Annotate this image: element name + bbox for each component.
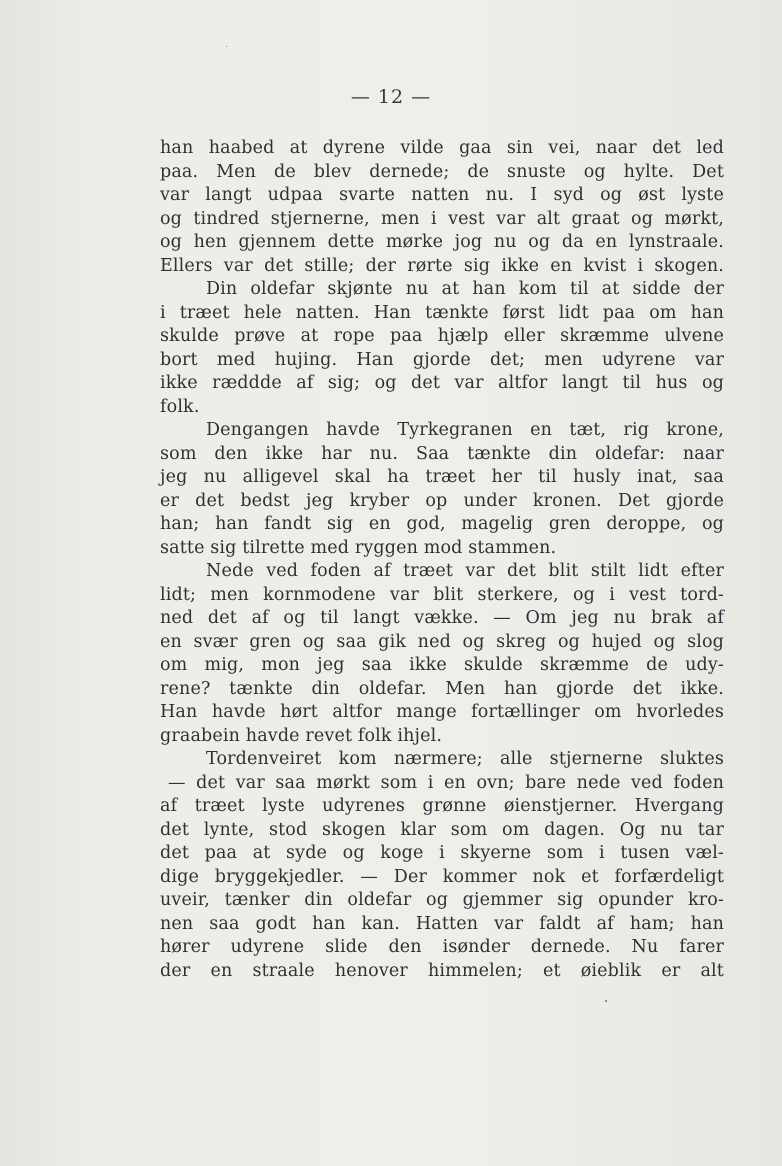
text-line: som den ikke har nu. Saa tænkte din oldefar: naar: [160, 443, 724, 464]
body-text: [160, 137, 724, 983]
text-line: og tindred stjernerne, men i vest var alt graat og mørkt,: [160, 208, 724, 229]
text-line: hører udyrene slide den isønder dernede. Nu farer: [160, 937, 724, 957]
text-line: satte sig tilrette med ryggen mod stammen.: [160, 537, 557, 558]
text-line: nen saa godt han kan. Hatten var faldt af ham; han: [160, 913, 724, 934]
text-line: lidt; men kornmodene var blit sterkere, og i vest tord-: [160, 584, 724, 605]
text-line: er det bedst jeg kryber op under kronen. Det gjorde: [160, 490, 724, 511]
text-line: han; han fandt sig en god, magelig gren deroppe, og: [160, 514, 724, 534]
text-line: og hen gjennem dette mørke jog nu og da en lynstraale.: [160, 232, 724, 252]
text-line: Din oldefar skjønte nu at han kom til at sidde der: [206, 279, 724, 299]
text-line: Han havde hørt altfor mange fortællinger om hvorledes: [160, 702, 724, 722]
paper-speck: [226, 46, 227, 47]
text-line: Dengangen havde Tyrkegranen en tæt, rig krone,: [206, 420, 724, 440]
text-line: rene? tænkte din oldefar. Men han gjorde det ikke.: [160, 678, 724, 699]
text-line: folk.: [160, 396, 200, 417]
paper-speck: [605, 1000, 607, 1002]
text-line: ikke ræddde af sig; og det var altfor langt til hus og: [160, 373, 724, 393]
text-line: bort med hujing. Han gjorde det; men udyrene var: [160, 349, 724, 370]
text-line: af træet lyste udyrenes grønne øienstjerner. Hvergang: [160, 796, 724, 816]
text-line: Tordenveiret kom nærmere; alle stjernerne sluktes: [206, 749, 724, 769]
text-line: det paa at syde og koge i skyerne som i tusen væl-: [160, 843, 724, 863]
text-line: ned det af og til langt vække. — Om jeg nu brak af: [160, 608, 724, 628]
text-line: — det var saa mørkt som i en ovn; bare nede ved foden: [168, 772, 724, 793]
text-line: i træet hele natten. Han tænkte først lidt paa om han: [160, 302, 724, 323]
text-line: han haabed at dyrene vilde gaa sin vei, naar det led: [160, 138, 724, 158]
text-line: uveir, tænker din oldefar og gjemmer sig opunder kro-: [160, 890, 724, 910]
text-line: en svær gren og saa gik ned og skreg og hujed og slog: [160, 631, 724, 652]
text-line: det lynte, stod skogen klar som om dagen. Og nu tar: [160, 819, 724, 840]
text-line: dige bryggekjedler. — Der kommer nok et forfærdeligt: [160, 866, 724, 887]
text-line: der en straale henover himmelen; et øieblik er alt: [160, 960, 724, 981]
text-line: skulde prøve at rope paa hjælp eller skræmme ulvene: [160, 326, 724, 346]
page-number: — 12 —: [350, 86, 432, 108]
text-line: paa. Men de blev dernede; de snuste og hylte. Det: [160, 161, 724, 182]
text-line: graabein havde revet folk ihjel.: [160, 725, 443, 746]
text-line: om mig, mon jeg saa ikke skulde skræmme de udy-: [160, 655, 724, 675]
text-line: Nede ved foden af træet var det blit stilt lidt efter: [206, 561, 724, 581]
text-line: var langt udpaa svarte natten nu. I syd og øst lyste: [160, 185, 724, 205]
text-line: Ellers var det stille; der rørte sig ikke en kvist i skogen.: [160, 255, 724, 276]
text-line: jeg nu alligevel skal ha træet her til husly inat, saa: [160, 467, 724, 487]
